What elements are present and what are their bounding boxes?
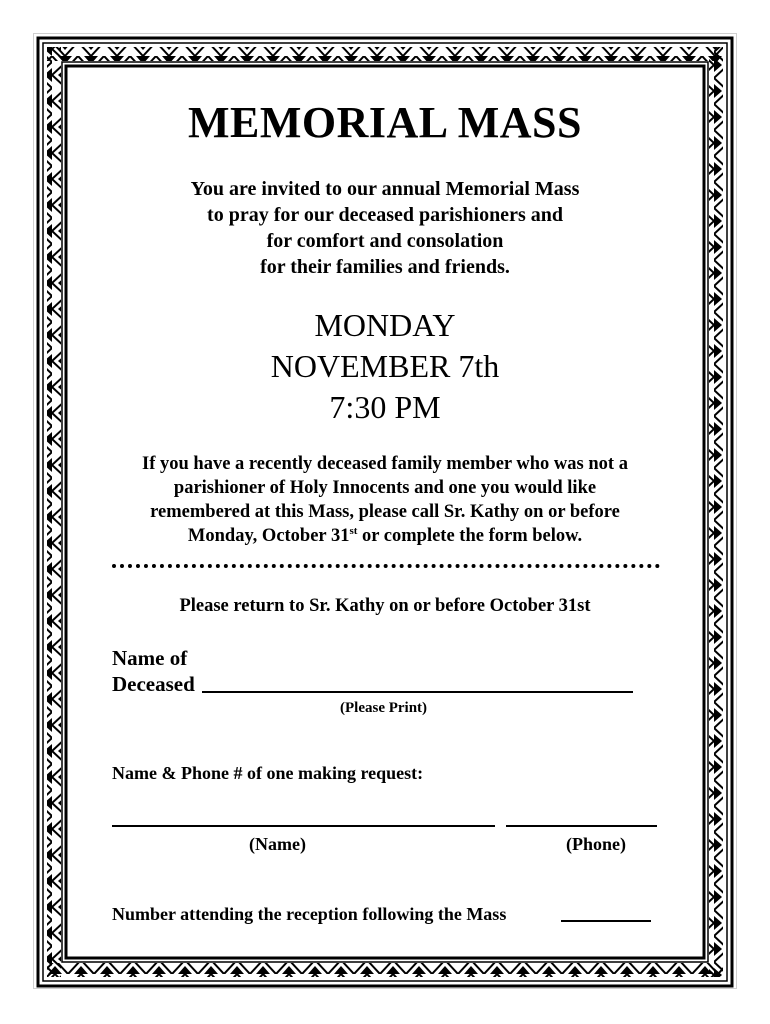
- invitation-text: [72, 176, 698, 280]
- requester-phone-field[interactable]: [506, 825, 657, 827]
- invitation-line: for their families and friends.: [260, 256, 510, 278]
- please-print-caption: (Please Print): [340, 700, 428, 716]
- notice-line: parishioner of Holy Innocents and one you would like: [173, 478, 597, 498]
- page-title: MEMORIAL MASS: [188, 98, 582, 147]
- reception-label: Number attending the reception following the Mass: [112, 904, 507, 924]
- return-note: Please return to Sr. Kathy on or before October 31st: [179, 596, 591, 616]
- ordinal-suffix: st: [349, 524, 358, 537]
- event-time: 7:30 PM: [329, 389, 441, 425]
- invitation-line: You are invited to our annual Memorial Mass: [190, 178, 580, 200]
- reception-count-field[interactable]: [561, 920, 651, 922]
- cut-line: [112, 564, 660, 568]
- event-day: MONDAY: [314, 307, 456, 343]
- invitation-line: for comfort and consolation: [266, 230, 504, 252]
- notice-line: remembered at this Mass, please call Sr. Kathy on or before: [150, 502, 620, 522]
- deceased-label-line1: Name of: [112, 646, 188, 670]
- name-caption: (Name): [249, 834, 306, 854]
- requester-name-field[interactable]: [112, 825, 495, 827]
- requester-label: Name & Phone # of one making request:: [112, 763, 424, 783]
- notice-deadline: Monday, October 31: [187, 526, 350, 546]
- notice-instruction: or complete the form below.: [357, 526, 583, 546]
- notice-line: If you have a recently deceased family member who was not a: [142, 454, 628, 474]
- deceased-name-field[interactable]: [202, 691, 633, 693]
- event-date: NOVEMBER 7th: [270, 348, 500, 384]
- phone-caption: (Phone): [566, 834, 626, 854]
- flyer-content: [72, 0, 698, 1024]
- event-details: [72, 305, 698, 428]
- notice-line: [112, 524, 658, 548]
- invitation-line: to pray for our deceased parishioners and: [207, 204, 563, 226]
- deceased-label-line2: Deceased: [112, 672, 195, 696]
- notice-text: [112, 452, 658, 548]
